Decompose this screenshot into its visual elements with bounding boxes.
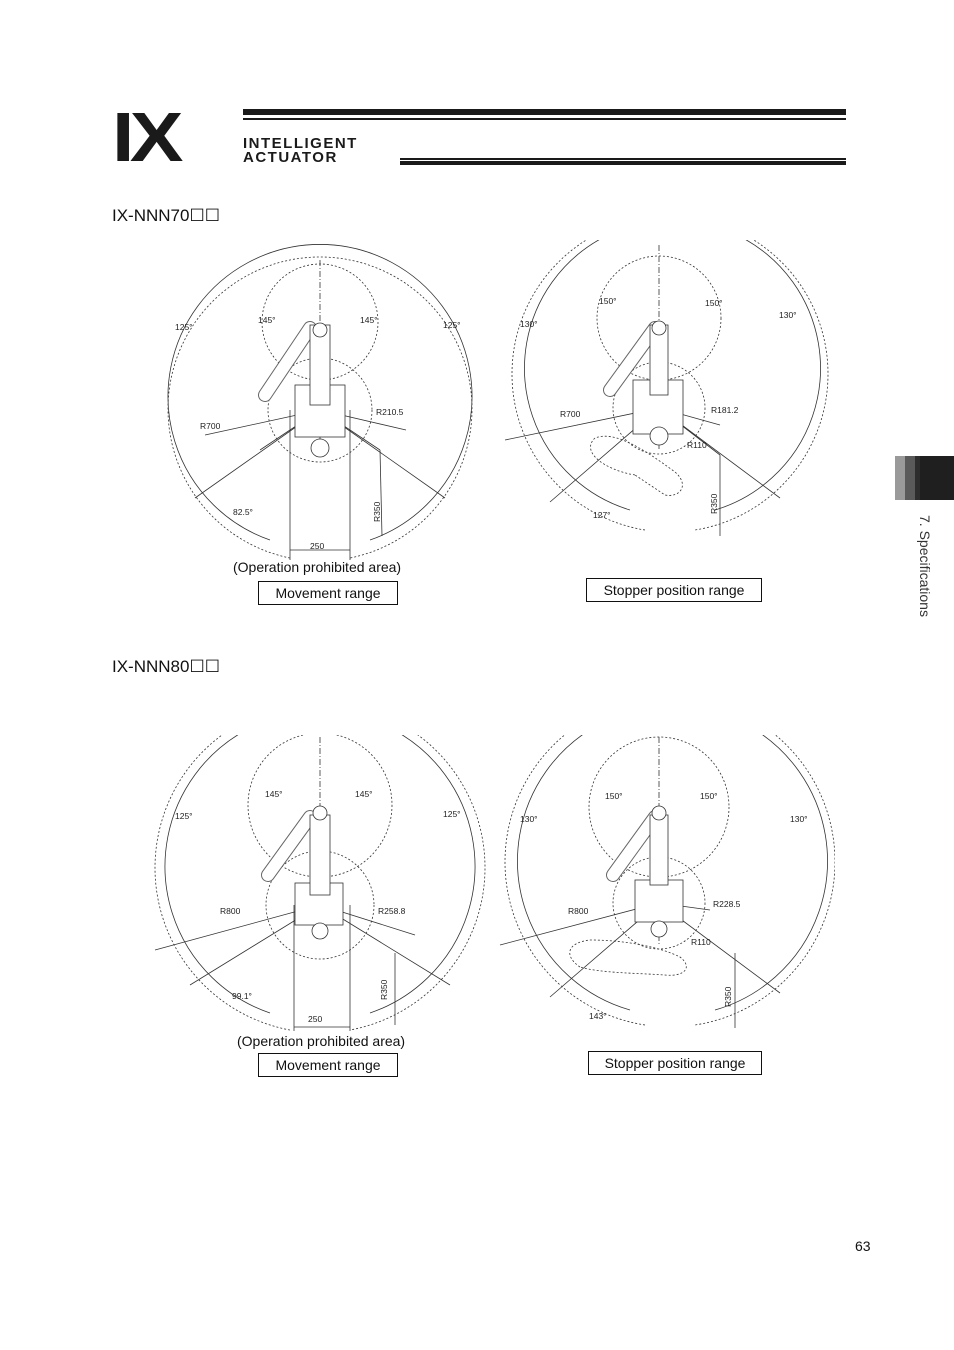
header-rule-thin	[243, 118, 846, 120]
movement-range-label-70: Movement range	[258, 581, 398, 605]
dim-145-right: 145°	[355, 789, 373, 799]
dim-r350: R350	[723, 986, 733, 1007]
stopper-range-diagram-70	[495, 240, 835, 540]
page-number: 63	[855, 1238, 871, 1254]
caption-prohibited-80: (Operation prohibited area)	[237, 1033, 406, 1049]
dim-150-right: 150°	[705, 298, 723, 308]
dim-125-right: 125°	[443, 320, 461, 330]
dim-r-outer: R800	[568, 906, 589, 916]
dim-r-inner: R228.5	[713, 899, 741, 909]
dim-125-right: 125°	[443, 809, 461, 819]
logo-line-2: ACTUATOR	[243, 149, 338, 166]
side-tab-shade-2	[905, 456, 915, 500]
dim-r-inner: R258.8	[378, 906, 406, 916]
dim-150-left: 150°	[605, 791, 623, 801]
model-title-80: IX-NNN80☐☐	[112, 657, 220, 676]
dim-angle-bottom: 143°	[589, 1011, 607, 1021]
dim-250: 250	[310, 541, 325, 551]
dim-r-small: R110	[687, 440, 707, 450]
dim-145-left: 145°	[258, 315, 276, 325]
stopper-range-label-80: Stopper position range	[588, 1051, 762, 1075]
logo-wordmark	[243, 137, 358, 165]
dim-r-inner: R181.2	[711, 405, 739, 415]
dim-angle-bottom: 82.5°	[233, 507, 253, 517]
dim-r-small: R110	[691, 937, 711, 947]
movement-range-diagram-70	[150, 240, 490, 560]
dim-130-left: 130°	[520, 319, 538, 329]
dim-145-left: 145°	[265, 789, 283, 799]
movement-range-label-80: Movement range	[258, 1053, 398, 1077]
model-title-70: IX-NNN70☐☐	[112, 206, 220, 225]
dim-145-right: 145°	[360, 315, 378, 325]
stopper-range-label-70: Stopper position range	[586, 578, 762, 602]
header-rule-top	[243, 109, 846, 115]
header-rule-bottom-thin	[400, 158, 846, 160]
dim-130-right: 130°	[779, 310, 797, 320]
dim-r350: R350	[372, 501, 382, 522]
side-tab-block	[920, 456, 954, 500]
ix-logo-mark: IX	[112, 98, 179, 176]
movement-range-diagram-80	[150, 735, 490, 1035]
dim-r350: R350	[709, 493, 719, 514]
header-rule-bottom	[400, 161, 846, 165]
dim-125-left: 125°	[175, 322, 193, 332]
dim-r-outer: R700	[560, 409, 581, 419]
dim-150-left: 150°	[599, 296, 617, 306]
dim-r350: R350	[379, 979, 389, 1000]
dim-130-right: 130°	[790, 814, 808, 824]
side-tab-label: 7. Specifications	[917, 515, 933, 617]
stopper-range-diagram-80	[495, 735, 835, 1035]
dim-r-inner: R210.5	[376, 407, 404, 417]
dim-angle-bottom: 127°	[593, 510, 611, 520]
dim-150-right: 150°	[700, 791, 718, 801]
dim-r-outer: R800	[220, 906, 241, 916]
dim-125-left: 125°	[175, 811, 193, 821]
logo-line-1: INTELLIGENT	[243, 135, 358, 152]
dim-130-left: 130°	[520, 814, 538, 824]
dim-250: 250	[308, 1014, 323, 1024]
side-tab-shade-1	[895, 456, 905, 500]
dim-r-outer: R700	[200, 421, 221, 431]
dim-angle-bottom: 99.1°	[232, 991, 252, 1001]
caption-prohibited-70: (Operation prohibited area)	[233, 559, 402, 575]
